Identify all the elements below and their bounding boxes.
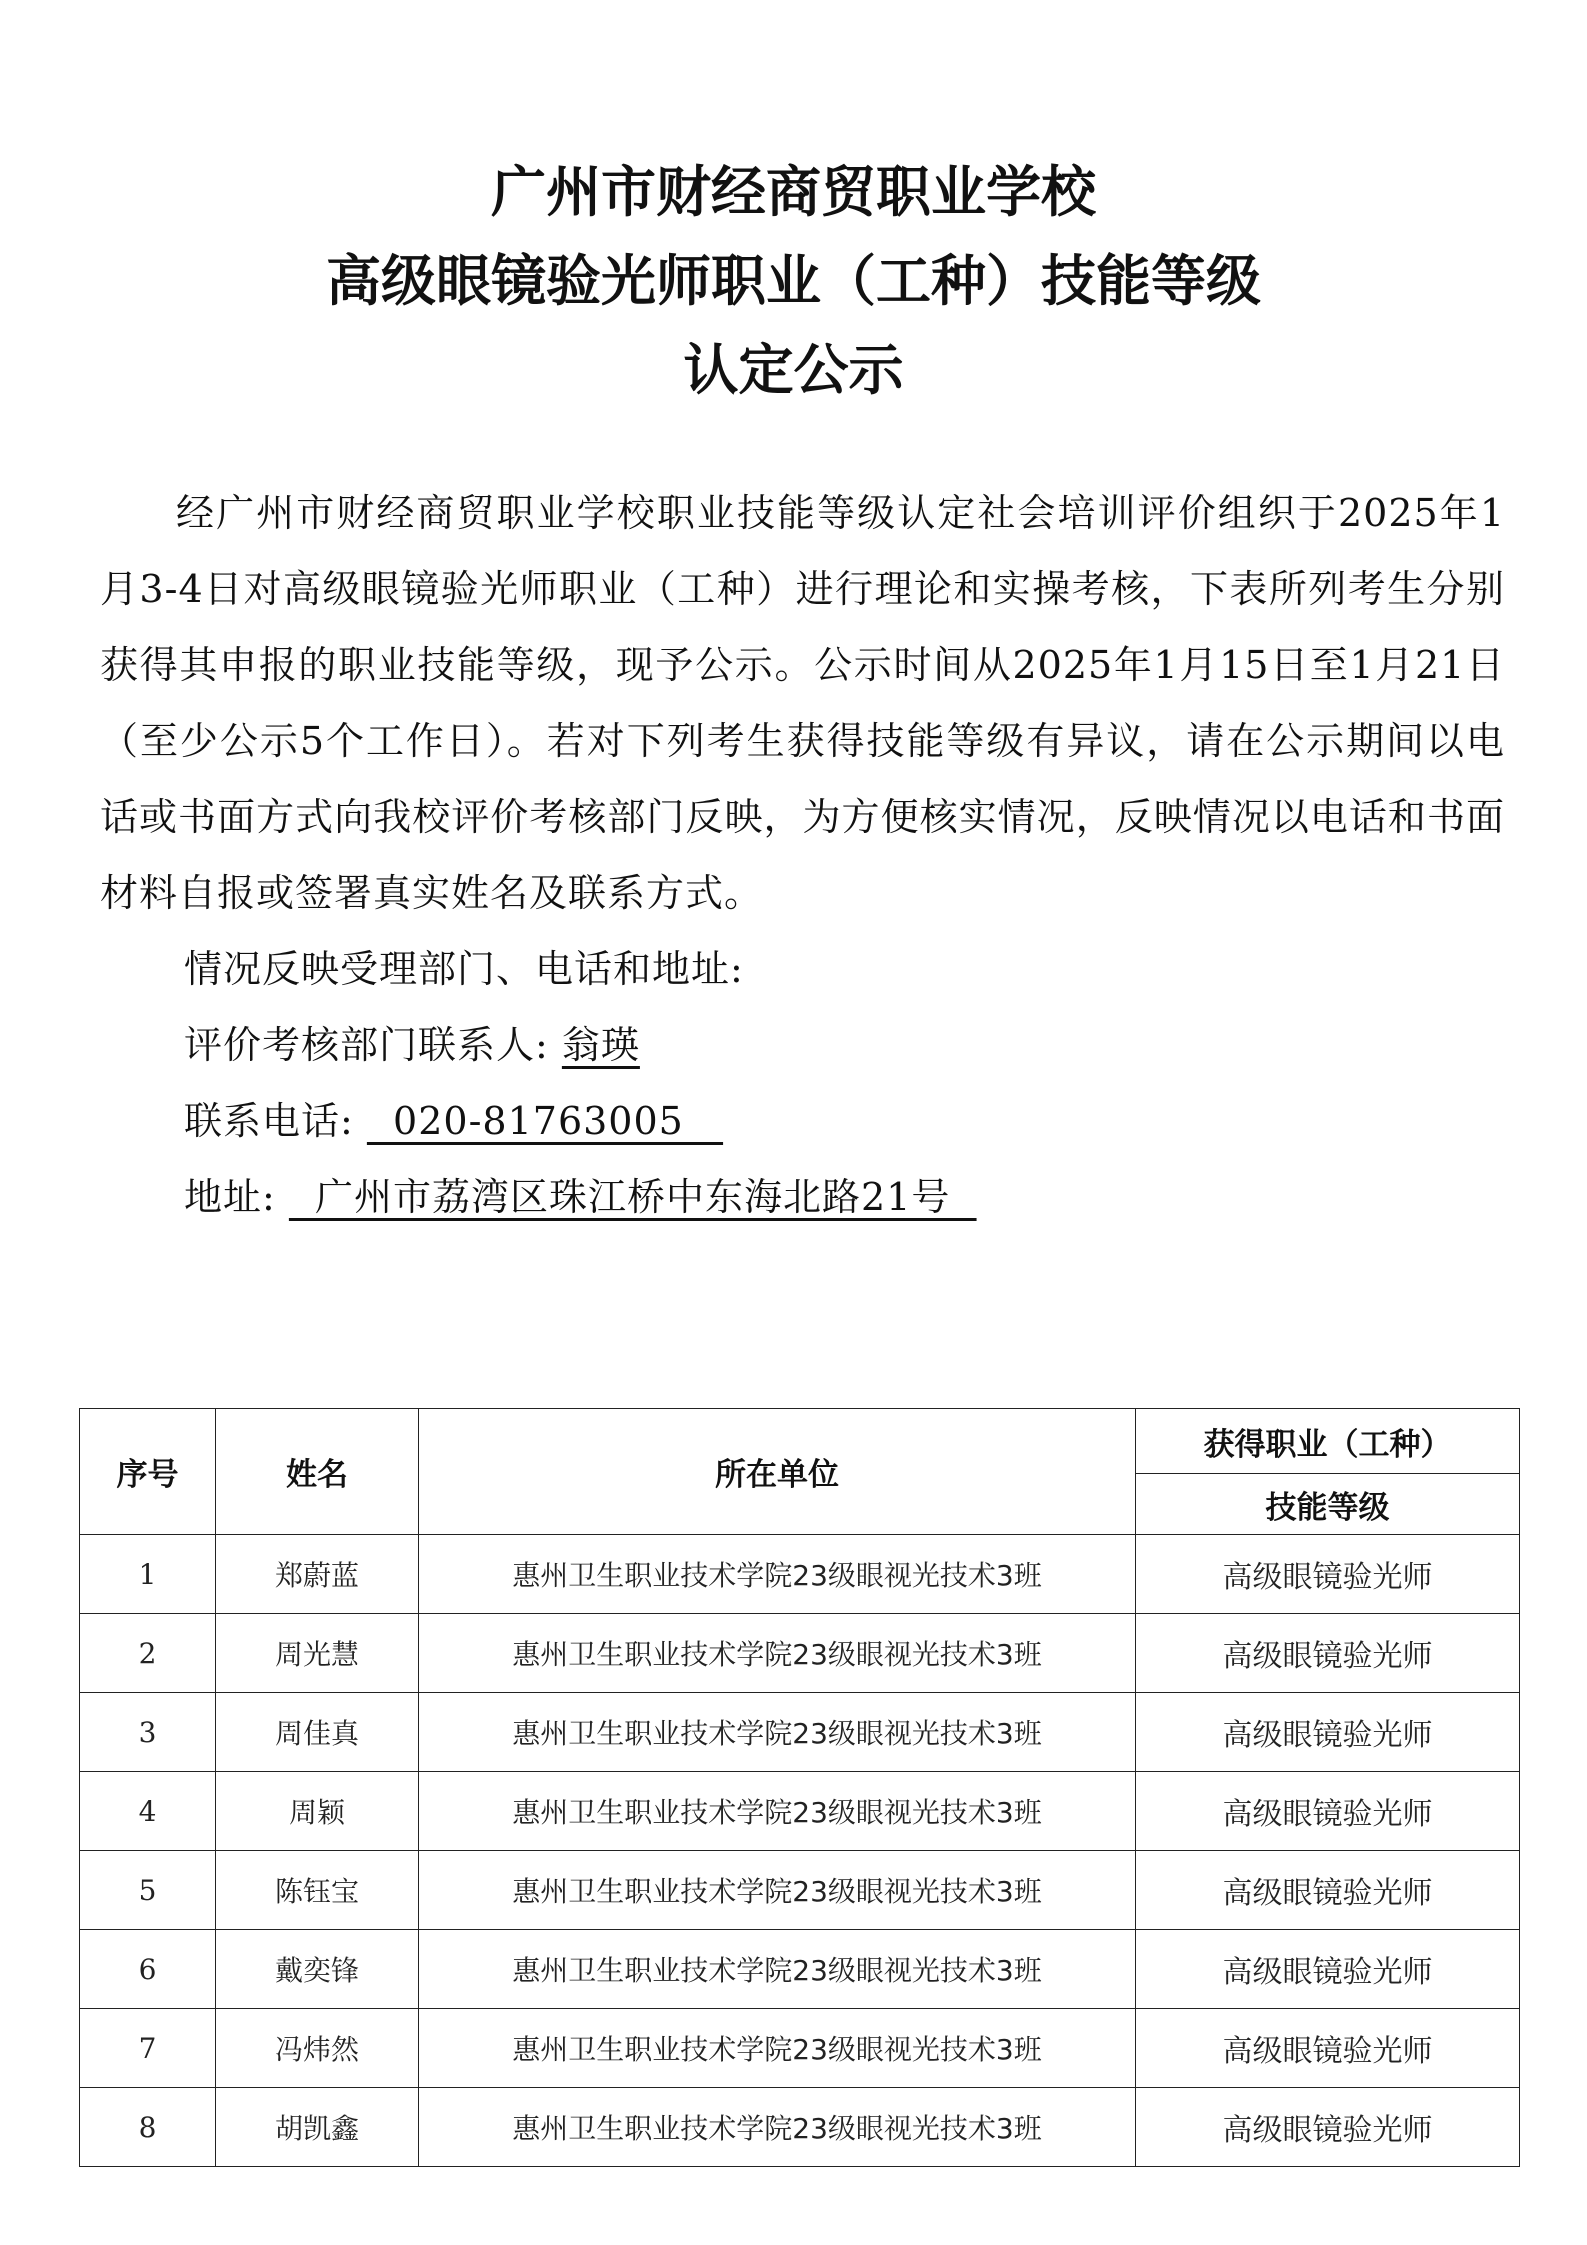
header-index: 序号 [80, 1409, 216, 1535]
contact-address-value: 广州市荔湾区珠江桥中东海北路21号 [288, 1175, 977, 1219]
notice-paragraph: 经广州市财经商贸职业学校职业技能等级认定社会培训评价组织于2025年1月3-4日对高级眼镜验光师职业（工种）进行理论和实操考核，下表所列考生分别获得其申报的职业技能等级，现予公示。公示时间从2025年1月15日至1月21日（至少公示5个工作日）。若对下列考生获得技能等级有异议，请在公示期间以电话或书面方式向我校评价考核部门反映，为方便核实情况，反映情况以电话和书面材料自报或签署真实姓名及联系方式。 [100, 491, 1505, 915]
header-name: 姓名 [216, 1409, 419, 1535]
table-row [80, 1614, 1520, 1693]
contact-person-value: 翁瑛 [561, 1023, 640, 1067]
cell-index: 8 [80, 2088, 216, 2167]
title-line-2: 高级眼镜验光师职业（工种）技能等级 [325, 249, 1261, 313]
cell-name: 戴奕锋 [216, 1930, 419, 2009]
header-org: 所在单位 [419, 1409, 1136, 1535]
cell-index: 3 [80, 1693, 216, 1772]
cell-org: 惠州卫生职业技术学院23级眼视光技术3班 [419, 1693, 1136, 1772]
cell-index: 4 [80, 1772, 216, 1851]
cell-level: 高级眼镜验光师 [1136, 1693, 1520, 1772]
cell-level: 高级眼镜验光师 [1136, 2088, 1520, 2167]
cell-org: 惠州卫生职业技术学院23级眼视光技术3班 [419, 1772, 1136, 1851]
table-row [80, 2088, 1520, 2167]
cell-name: 周佳真 [216, 1693, 419, 1772]
header-occupation-group: 获得职业（工种） [1136, 1409, 1520, 1474]
contact-address-label: 地址: [184, 1175, 289, 1219]
contact-phone-label: 联系电话: [184, 1099, 367, 1143]
contact-address-line [100, 1159, 1505, 1235]
cell-level: 高级眼镜验光师 [1136, 2009, 1520, 2088]
cell-name: 陈钰宝 [216, 1851, 419, 1930]
contact-person-line [100, 1007, 1505, 1083]
cell-org: 惠州卫生职业技术学院23级眼视光技术3班 [419, 1930, 1136, 2009]
title-line-1: 广州市财经商贸职业学校 [490, 160, 1096, 224]
table-row [80, 1535, 1520, 1614]
cell-level: 高级眼镜验光师 [1136, 1930, 1520, 2009]
cell-level: 高级眼镜验光师 [1136, 1614, 1520, 1693]
cell-level: 高级眼镜验光师 [1136, 1772, 1520, 1851]
cell-index: 6 [80, 1930, 216, 2009]
cell-index: 2 [80, 1614, 216, 1693]
cell-index: 7 [80, 2009, 216, 2088]
cell-name: 周颖 [216, 1772, 419, 1851]
table-row [80, 1851, 1520, 1930]
title-line-3: 认定公示 [683, 338, 904, 402]
cell-org: 惠州卫生职业技术学院23级眼视光技术3班 [419, 2009, 1136, 2088]
table-row [80, 1693, 1520, 1772]
contact-intro: 情况反映受理部门、电话和地址: [184, 947, 744, 991]
cell-org: 惠州卫生职业技术学院23级眼视光技术3班 [419, 1535, 1136, 1614]
cell-org: 惠州卫生职业技术学院23级眼视光技术3班 [419, 2088, 1136, 2167]
table-row [80, 1930, 1520, 2009]
cell-level: 高级眼镜验光师 [1136, 1851, 1520, 1930]
contact-phone-line [100, 1083, 1505, 1159]
notice-body [100, 475, 1505, 1235]
cell-index: 5 [80, 1851, 216, 1930]
cell-org: 惠州卫生职业技术学院23级眼视光技术3班 [419, 1851, 1136, 1930]
results-table [79, 1408, 1520, 2167]
contact-phone-value: 020-81763005 [366, 1099, 724, 1143]
cell-level: 高级眼镜验光师 [1136, 1535, 1520, 1614]
cell-name: 冯炜然 [216, 2009, 419, 2088]
cell-name: 胡凯鑫 [216, 2088, 419, 2167]
contact-person-label: 评价考核部门联系人: [184, 1023, 562, 1067]
header-level: 技能等级 [1136, 1474, 1520, 1535]
cell-index: 1 [80, 1535, 216, 1614]
cell-name: 周光慧 [216, 1614, 419, 1693]
document-title [0, 148, 1587, 415]
table-row [80, 1772, 1520, 1851]
cell-org: 惠州卫生职业技术学院23级眼视光技术3班 [419, 1614, 1136, 1693]
table-row [80, 2009, 1520, 2088]
table-header-row [80, 1409, 1520, 1474]
cell-name: 郑蔚蓝 [216, 1535, 419, 1614]
